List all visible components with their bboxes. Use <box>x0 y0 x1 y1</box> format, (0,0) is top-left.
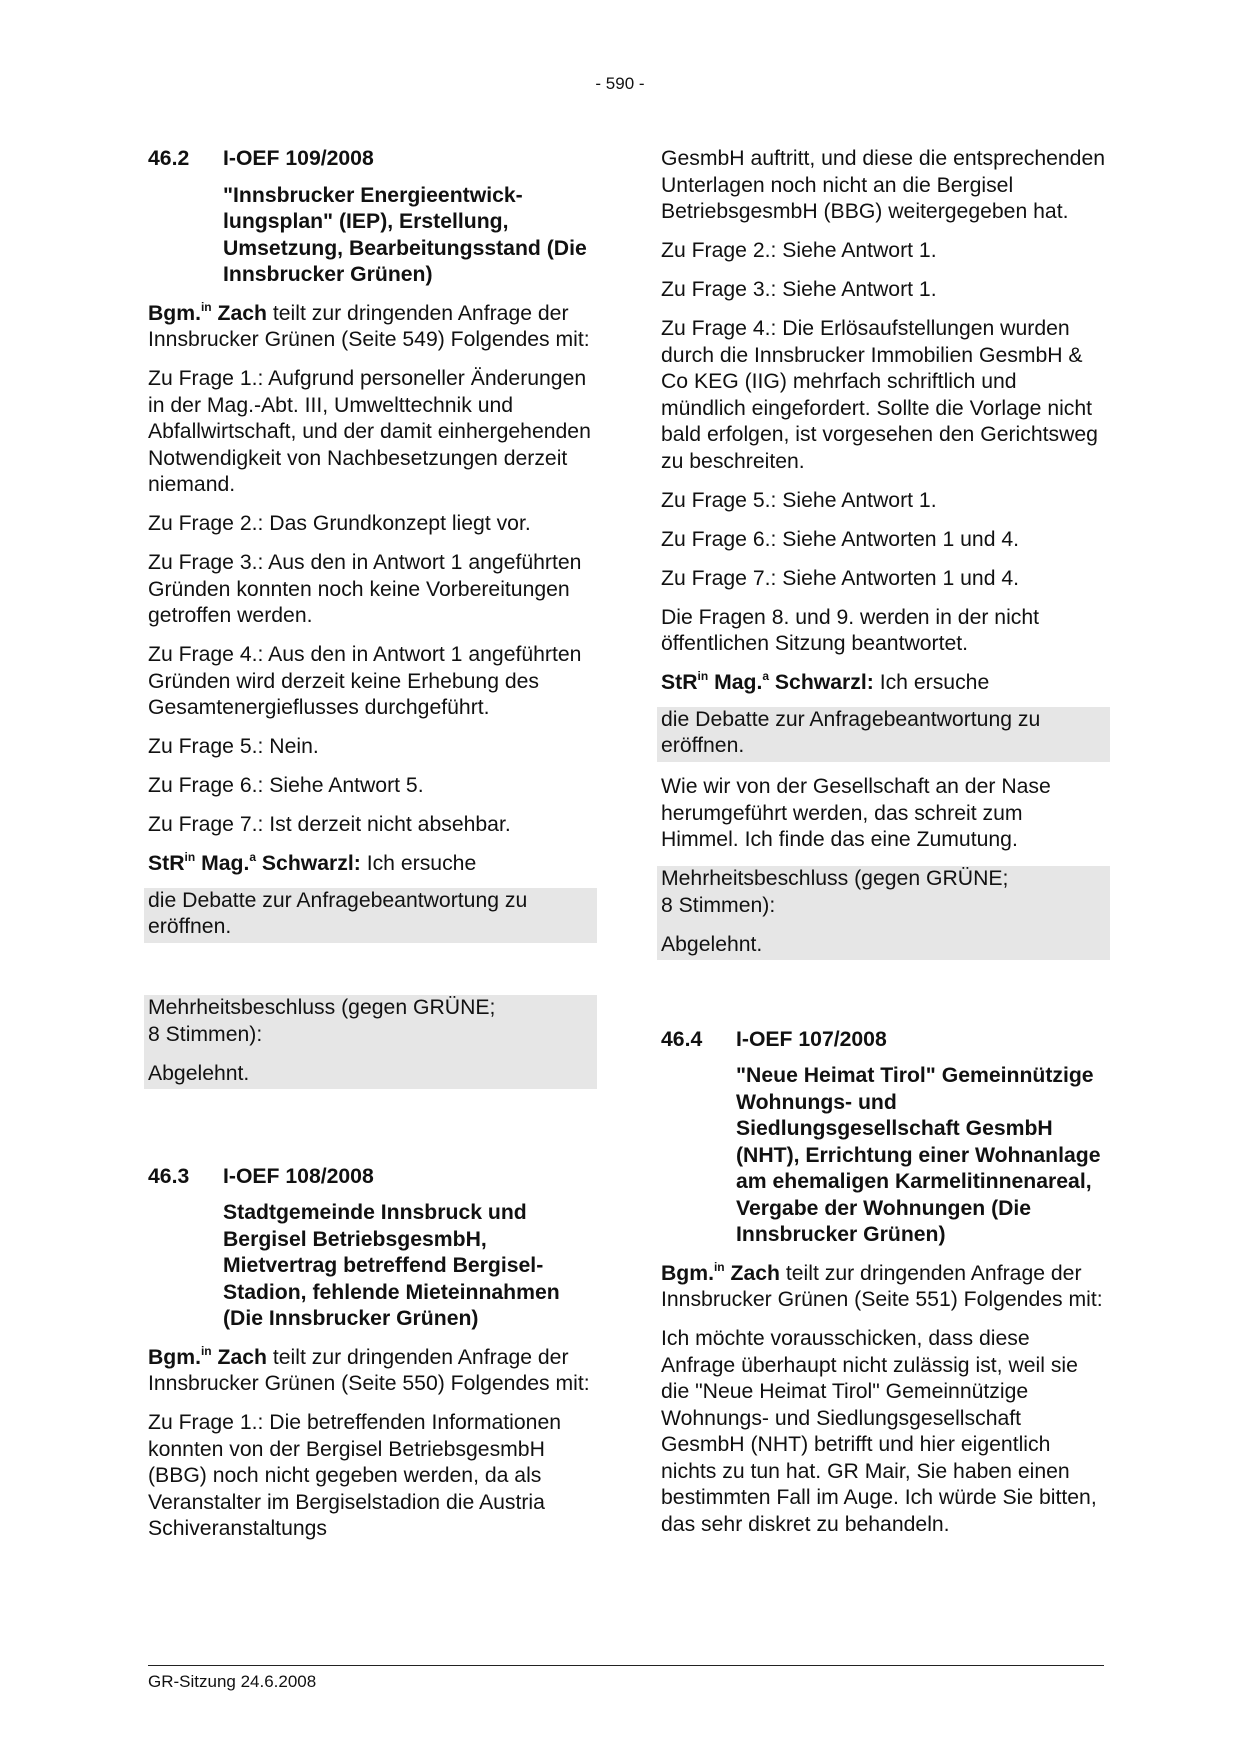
motion-paragraph <box>661 670 1106 697</box>
page-number: - 590 - <box>595 74 645 93</box>
motion-title-suffix: in <box>697 669 709 683</box>
motion-text: Ich ersuche <box>366 852 477 875</box>
speaker-title-suffix: in <box>200 1343 212 1358</box>
speaker-title: Bgm. <box>148 1345 201 1369</box>
answer-2: Zu Frage 2.: Das Grundkonzept liegt vor. <box>148 512 531 535</box>
motion-mag-suffix: a <box>249 850 257 864</box>
motion-speaker-name: Schwarzl: <box>774 671 874 694</box>
answer-6: Zu Frage 6.: Siehe Antwort 5. <box>148 774 424 797</box>
agenda-number: 46.3 <box>148 1164 190 1188</box>
debate-motion: die Debatte zur Anfragebeantwortung zu eröffnen. <box>661 707 1041 757</box>
speaker-intro: teilt zur dringenden Anfrage der Innsbrucker Grünen (Seite 551) Folgendes mit: <box>661 1261 1103 1311</box>
agenda-code: I-OEF 109/2008 <box>223 147 374 170</box>
answer-6: Zu Frage 6.: Siehe Antworten 1 und 4. <box>661 527 1020 551</box>
agenda-title: "Innsbrucker Energieentwick-lungsplan" (IEP), Erstellung, Umsetzung, Bearbeitungsstand (Die Innsbrucker Grünen) <box>223 183 587 286</box>
agenda-title: Stadtgemeinde Innsbruck und Bergisel BetriebsgesmbH, Mietvertrag betreffend Bergisel-Stadion, fehlende Mieteinnahmen (Die Innsbrucker Grünen) <box>223 1201 560 1330</box>
answer-3: Zu Frage 3.: Aus den in Antwort 1 angeführten Gründen konnten noch keine Vorbereitungen getroffen werden. <box>148 551 582 627</box>
agenda-code: I-OEF 108/2008 <box>223 1164 374 1188</box>
answer-1: Zu Frage 1.: Aufgrund personeller Änderungen in der Mag.-Abt. III, Umwelttechnik und Abfallwirtschaft, und der damit einhergehenden Notwendigkeit von Nachbesetzungen derzeit niemand. <box>148 367 591 496</box>
speaker-intro: teilt zur dringenden Anfrage der Innsbrucker Grünen (Seite 550) Folgendes mit: <box>148 1345 590 1395</box>
footer-session-date: GR-Sitzung 24.6.2008 <box>148 1672 317 1691</box>
agenda-heading-46-2 <box>148 146 593 173</box>
answer-1: Ich möchte vorausschicken, dass diese Anfrage überhaupt nicht zulässig ist, weil sie die "Neue Heimat Tirol" Gemeinnützige Wohnungs- und Siedlungsgesellschaft GesmbH (NHT) betrifft und hier eigentlich nichts zu tun hat. GR Mair, Sie haben einen bestimmten Fall im Auge. Ich würde Sie bitten, das sehr diskret zu behandeln. <box>661 1327 1097 1536</box>
motion-speaker-name: Schwarzl: <box>261 852 361 875</box>
debate-motion: die Debatte zur Anfragebeantwortung zu eröffnen. <box>148 888 528 938</box>
right-column <box>661 146 1106 1551</box>
debate-motion-box <box>144 888 597 943</box>
speaker-title: Bgm. <box>661 1261 714 1285</box>
motion-speaker-title: StR <box>661 671 698 694</box>
resolution-text: Mehrheitsbeschluss (gegen GRÜNE; 8 Stimmen): <box>661 867 1009 917</box>
motion-speaker-title: StR <box>148 852 185 875</box>
answer-5: Zu Frage 5.: Siehe Antwort 1. <box>661 488 937 512</box>
motion-speaker-mag: Mag. <box>201 852 250 875</box>
agenda-heading-46-3 <box>148 1164 593 1191</box>
agenda-number: 46.4 <box>661 1027 703 1051</box>
left-column <box>148 146 593 1555</box>
resolution-text: Mehrheitsbeschluss (gegen GRÜNE; 8 Stimmen): <box>148 996 496 1046</box>
motion-speaker-mag: Mag. <box>714 671 763 694</box>
agenda-code: I-OEF 107/2008 <box>736 1027 887 1051</box>
answer-3: Zu Frage 3.: Siehe Antwort 1. <box>661 278 937 301</box>
speaker-title: Bgm. <box>148 301 201 325</box>
answer-4: Zu Frage 4.: Aus den in Antwort 1 angeführten Gründen wird derzeit keine Erhebung des Gesamtenergieflusses durchgeführt. <box>148 643 582 719</box>
speaker-name: Zach <box>217 1345 267 1369</box>
motion-paragraph <box>148 851 593 878</box>
debate-motion-box <box>657 707 1110 762</box>
debate-comment: Wie wir von der Gesellschaft an der Nase herumgeführt werden, das schreit zum Himmel. Ich finde das eine Zumutung. <box>661 775 1051 851</box>
speaker-paragraph <box>661 1261 1106 1314</box>
resolution-result: Abgelehnt. <box>148 1061 250 1085</box>
answer-7: Zu Frage 7.: Siehe Antworten 1 und 4. <box>661 566 1020 590</box>
speaker-title-suffix: in <box>713 1259 725 1274</box>
motion-text: Ich ersuche <box>879 671 990 694</box>
answer-1-continued: GesmbH auftritt, und diese die entsprechenden Unterlagen noch nicht an die Bergisel BetriebsgesmbH (BBG) weitergegeben hat. <box>661 147 1106 223</box>
speaker-title-suffix: in <box>200 299 212 314</box>
speaker-paragraph <box>148 301 593 354</box>
footer-divider <box>148 1665 1104 1666</box>
agenda-number: 46.2 <box>148 147 190 170</box>
speaker-name: Zach <box>217 301 267 325</box>
answer-5: Zu Frage 5.: Nein. <box>148 735 319 758</box>
answer-7: Zu Frage 7.: Ist derzeit nicht absehbar. <box>148 813 511 836</box>
speaker-paragraph <box>148 1345 593 1398</box>
resolution-box <box>657 866 1110 960</box>
answer-1: Zu Frage 1.: Die betreffenden Informationen konnten von der Bergisel BetriebsgesmbH (BBG) noch nicht gegeben werden, da als Veranstalter im Bergiselstadion die Austria Schiveranstaltungs <box>148 1411 562 1540</box>
agenda-heading-46-4 <box>661 1027 1106 1054</box>
motion-mag-suffix: a <box>762 669 770 683</box>
resolution-result: Abgelehnt. <box>661 932 763 956</box>
speaker-name: Zach <box>730 1261 780 1285</box>
motion-title-suffix: in <box>184 850 196 864</box>
answer-2: Zu Frage 2.: Siehe Antwort 1. <box>661 239 937 262</box>
answers-8-9: Die Fragen 8. und 9. werden in der nicht öffentlichen Sitzung beantwortet. <box>661 605 1040 655</box>
speaker-intro: teilt zur dringenden Anfrage der Innsbrucker Grünen (Seite 549) Folgendes mit: <box>148 301 590 351</box>
answer-4: Zu Frage 4.: Die Erlösaufstellungen wurden durch die Innsbrucker Immobilien GesmbH & Co KEG (IIG) mehrfach schriftlich und mündlich eingefordert. Sollte die Vorlage nicht bald erfolgen, ist vorgesehen den Gerichtsweg zu beschreiten. <box>661 317 1098 473</box>
agenda-title: "Neue Heimat Tirol" Gemeinnützige Wohnungs- und Siedlungsgesellschaft GesmbH (NHT), Errichtung einer Wohnanlage am ehemaligen Karmelitinnenareal, Vergabe der Wohnungen (Die Innsbrucker Grünen) <box>736 1064 1101 1246</box>
resolution-box <box>144 995 597 1089</box>
